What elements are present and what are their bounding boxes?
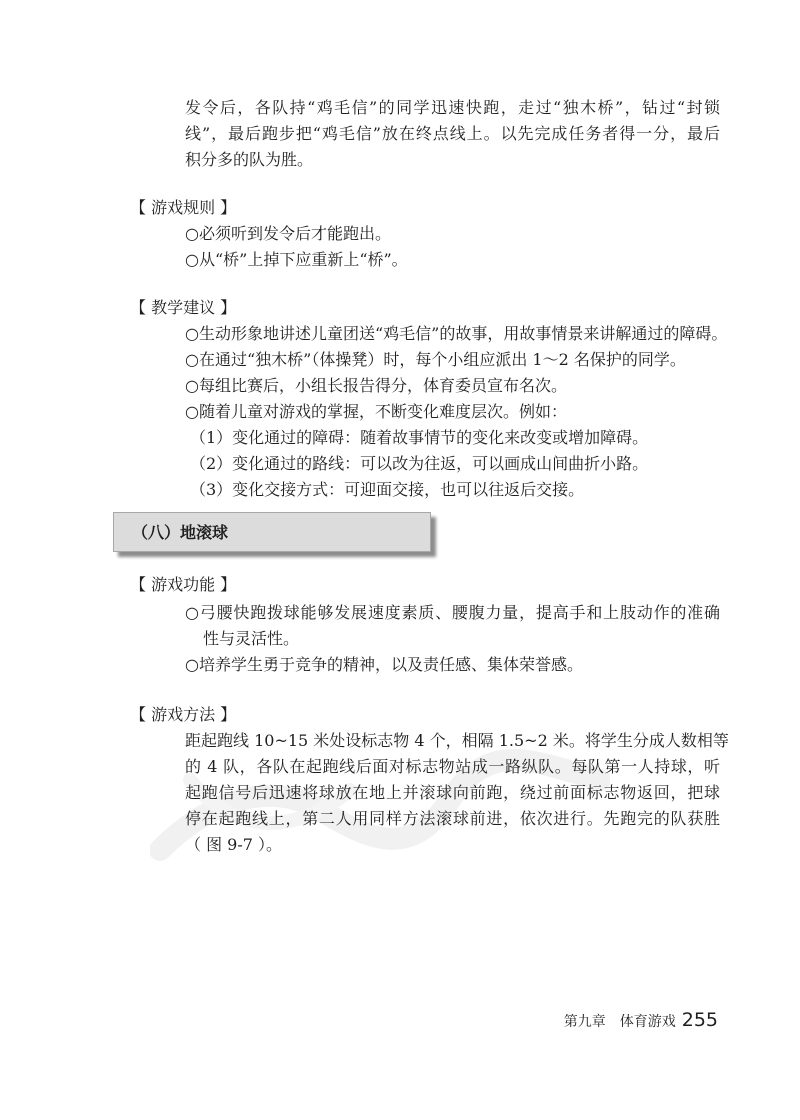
rules-item-2: ○从“桥”上掉下应重新上“桥”。 — [185, 250, 408, 269]
page-footer — [564, 1008, 718, 1034]
intro-line-2: 线”，最后跑步把“鸡毛信”放在终点线上。以先完成任务者得一分，最后 — [185, 124, 720, 143]
method-line-2: 的 4 队，各队在起跑线后面对标志物站成一路纵队。每队第一人持球，听 — [185, 757, 720, 776]
teaching-item-1: ○生动形象地讲述儿童团送“鸡毛信”的故事，用故事情景来讲解通过的障碍。 — [185, 324, 728, 343]
section-title-box — [113, 512, 431, 552]
method-line-4: 停在起跑线上，第二人用同样方法滚球前进，依次进行。先跑完的队获胜 — [185, 809, 720, 828]
method-line-5: （ 图 9-7 ）。 — [185, 835, 283, 854]
function-item-1-cont: 性与灵活性。 — [203, 629, 300, 648]
intro-line-1: 发令后，各队持“鸡毛信”的同学迅速快跑，走过“独木桥”，钻过“封锁 — [185, 98, 720, 117]
function-item-2: ○培养学生勇于竞争的精神，以及责任感、集体荣誉感。 — [185, 655, 583, 674]
chapter-label: 第九章 体育游戏 — [563, 1014, 676, 1030]
teaching-subitem-3: （3）变化交接方式：可迎面交接，也可以往返后交接。 — [190, 480, 585, 499]
teaching-subitem-2: （2）变化通过的路线：可以改为往返，可以画成山间曲折小路。 — [190, 454, 649, 473]
method-heading: 【 游戏方法 】 — [130, 705, 237, 724]
page-number: 255 — [681, 1009, 718, 1031]
function-heading: 【 游戏功能 】 — [130, 575, 237, 594]
teaching-item-2: ○在通过“独木桥”（体操凳）时，每个小组应派出 1～2 名保护的同学。 — [185, 350, 686, 369]
method-line-3: 起跑信号后迅速将球放在地上并滚球向前跑，绕过前面标志物返回，把球 — [185, 783, 720, 802]
teaching-item-4: ○随着儿童对游戏的掌握，不断变化难度层次。例如： — [185, 402, 567, 421]
method-line-1: 距起跑线 10~15 米处设标志物 4 个，相隔 1.5~2 米。将学生分成人数相等 — [185, 731, 729, 750]
function-item-1: ○弓腰快跑拨球能够发展速度素质、腰腹力量，提高手和上肢动作的准确 — [185, 603, 720, 622]
section-title: （八）地滚球 — [132, 523, 229, 542]
teaching-heading: 【 教学建议 】 — [130, 298, 237, 317]
rules-heading: 【 游戏规则 】 — [130, 198, 237, 217]
rules-item-1: ○必须听到发令后才能跑出。 — [185, 224, 391, 243]
teaching-item-3: ○每组比赛后，小组长报告得分，体育委员宣布名次。 — [185, 376, 567, 395]
teaching-subitem-1: （1）变化通过的障碍：随着故事情节的变化来改变或增加障碍。 — [190, 428, 649, 447]
intro-line-3: 积分多的队为胜。 — [185, 150, 314, 169]
